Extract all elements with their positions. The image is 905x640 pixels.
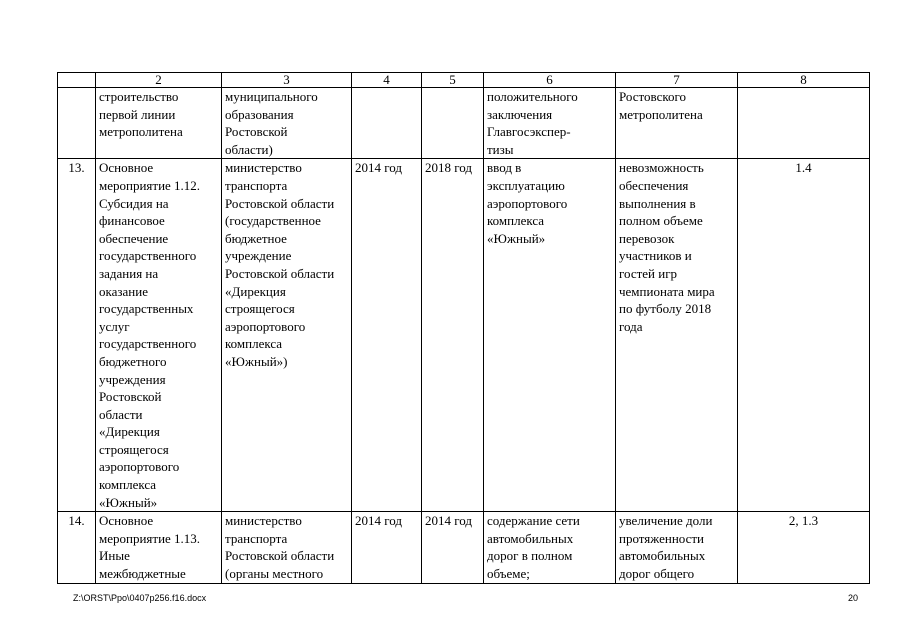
row-number: 14. [58, 512, 96, 583]
consequences: Ростовского метрополитена [616, 88, 738, 159]
start-year: 2014 год [352, 159, 422, 512]
header-cell-1 [58, 73, 96, 88]
end-year: 2014 год [422, 512, 484, 583]
file-path: Z:\ORST\Ppo\0407p256.f16.docx [73, 593, 207, 603]
header-cell-6: 6 [484, 73, 616, 88]
column-number-row [58, 73, 870, 88]
header-cell-5: 5 [422, 73, 484, 88]
consequences: увеличение доли протяженности автомобильных дорог общего [616, 512, 738, 583]
end-year [422, 88, 484, 159]
indicator-link: 1.4 [738, 159, 870, 512]
page-number: 20 [848, 593, 859, 603]
table-row [58, 512, 870, 583]
expected-result: положительного заключения Главгосэкспер- тизы [484, 88, 616, 159]
expected-result: ввод в эксплуатацию аэропортового комплекса «Южный» [484, 159, 616, 512]
responsible-executor: муниципального образования Ростовской области) [222, 88, 352, 159]
table-row [58, 88, 870, 159]
header-cell-7: 7 [616, 73, 738, 88]
indicator-link: 2, 1.3 [738, 512, 870, 583]
row-number [58, 88, 96, 159]
indicator-link [738, 88, 870, 159]
program-table [57, 72, 870, 584]
header-cell-3: 3 [222, 73, 352, 88]
end-year: 2018 год [422, 159, 484, 512]
responsible-executor: министерство транспорта Ростовской области (государственное бюджетное учреждение Ростовской области «Дирекция строящегося аэропортового комплекса «Южный») [222, 159, 352, 512]
header-cell-4: 4 [352, 73, 422, 88]
activity-name: строительство первой линии метрополитена [96, 88, 222, 159]
row-number: 13. [58, 159, 96, 512]
responsible-executor: министерство транспорта Ростовской области (органы местного [222, 512, 352, 583]
expected-result: содержание сети автомобильных дорог в полном объеме; [484, 512, 616, 583]
consequences: невозможность обеспечения выполнения в полном объеме перевозок участников и гостей игр чемпионата мира по футболу 2018 года [616, 159, 738, 512]
header-cell-2: 2 [96, 73, 222, 88]
activity-name: Основное мероприятие 1.12. Субсидия на финансовое обеспечение государственного задания на оказание государственных услуг государственного бюджетного учреждения Ростовской области «Дирекция строящегося аэропортового комплекса «Южный» [96, 159, 222, 512]
start-year [352, 88, 422, 159]
activity-name: Основное мероприятие 1.13. Иные межбюджетные [96, 512, 222, 583]
header-cell-8: 8 [738, 73, 870, 88]
start-year: 2014 год [352, 512, 422, 583]
table-row [58, 159, 870, 512]
